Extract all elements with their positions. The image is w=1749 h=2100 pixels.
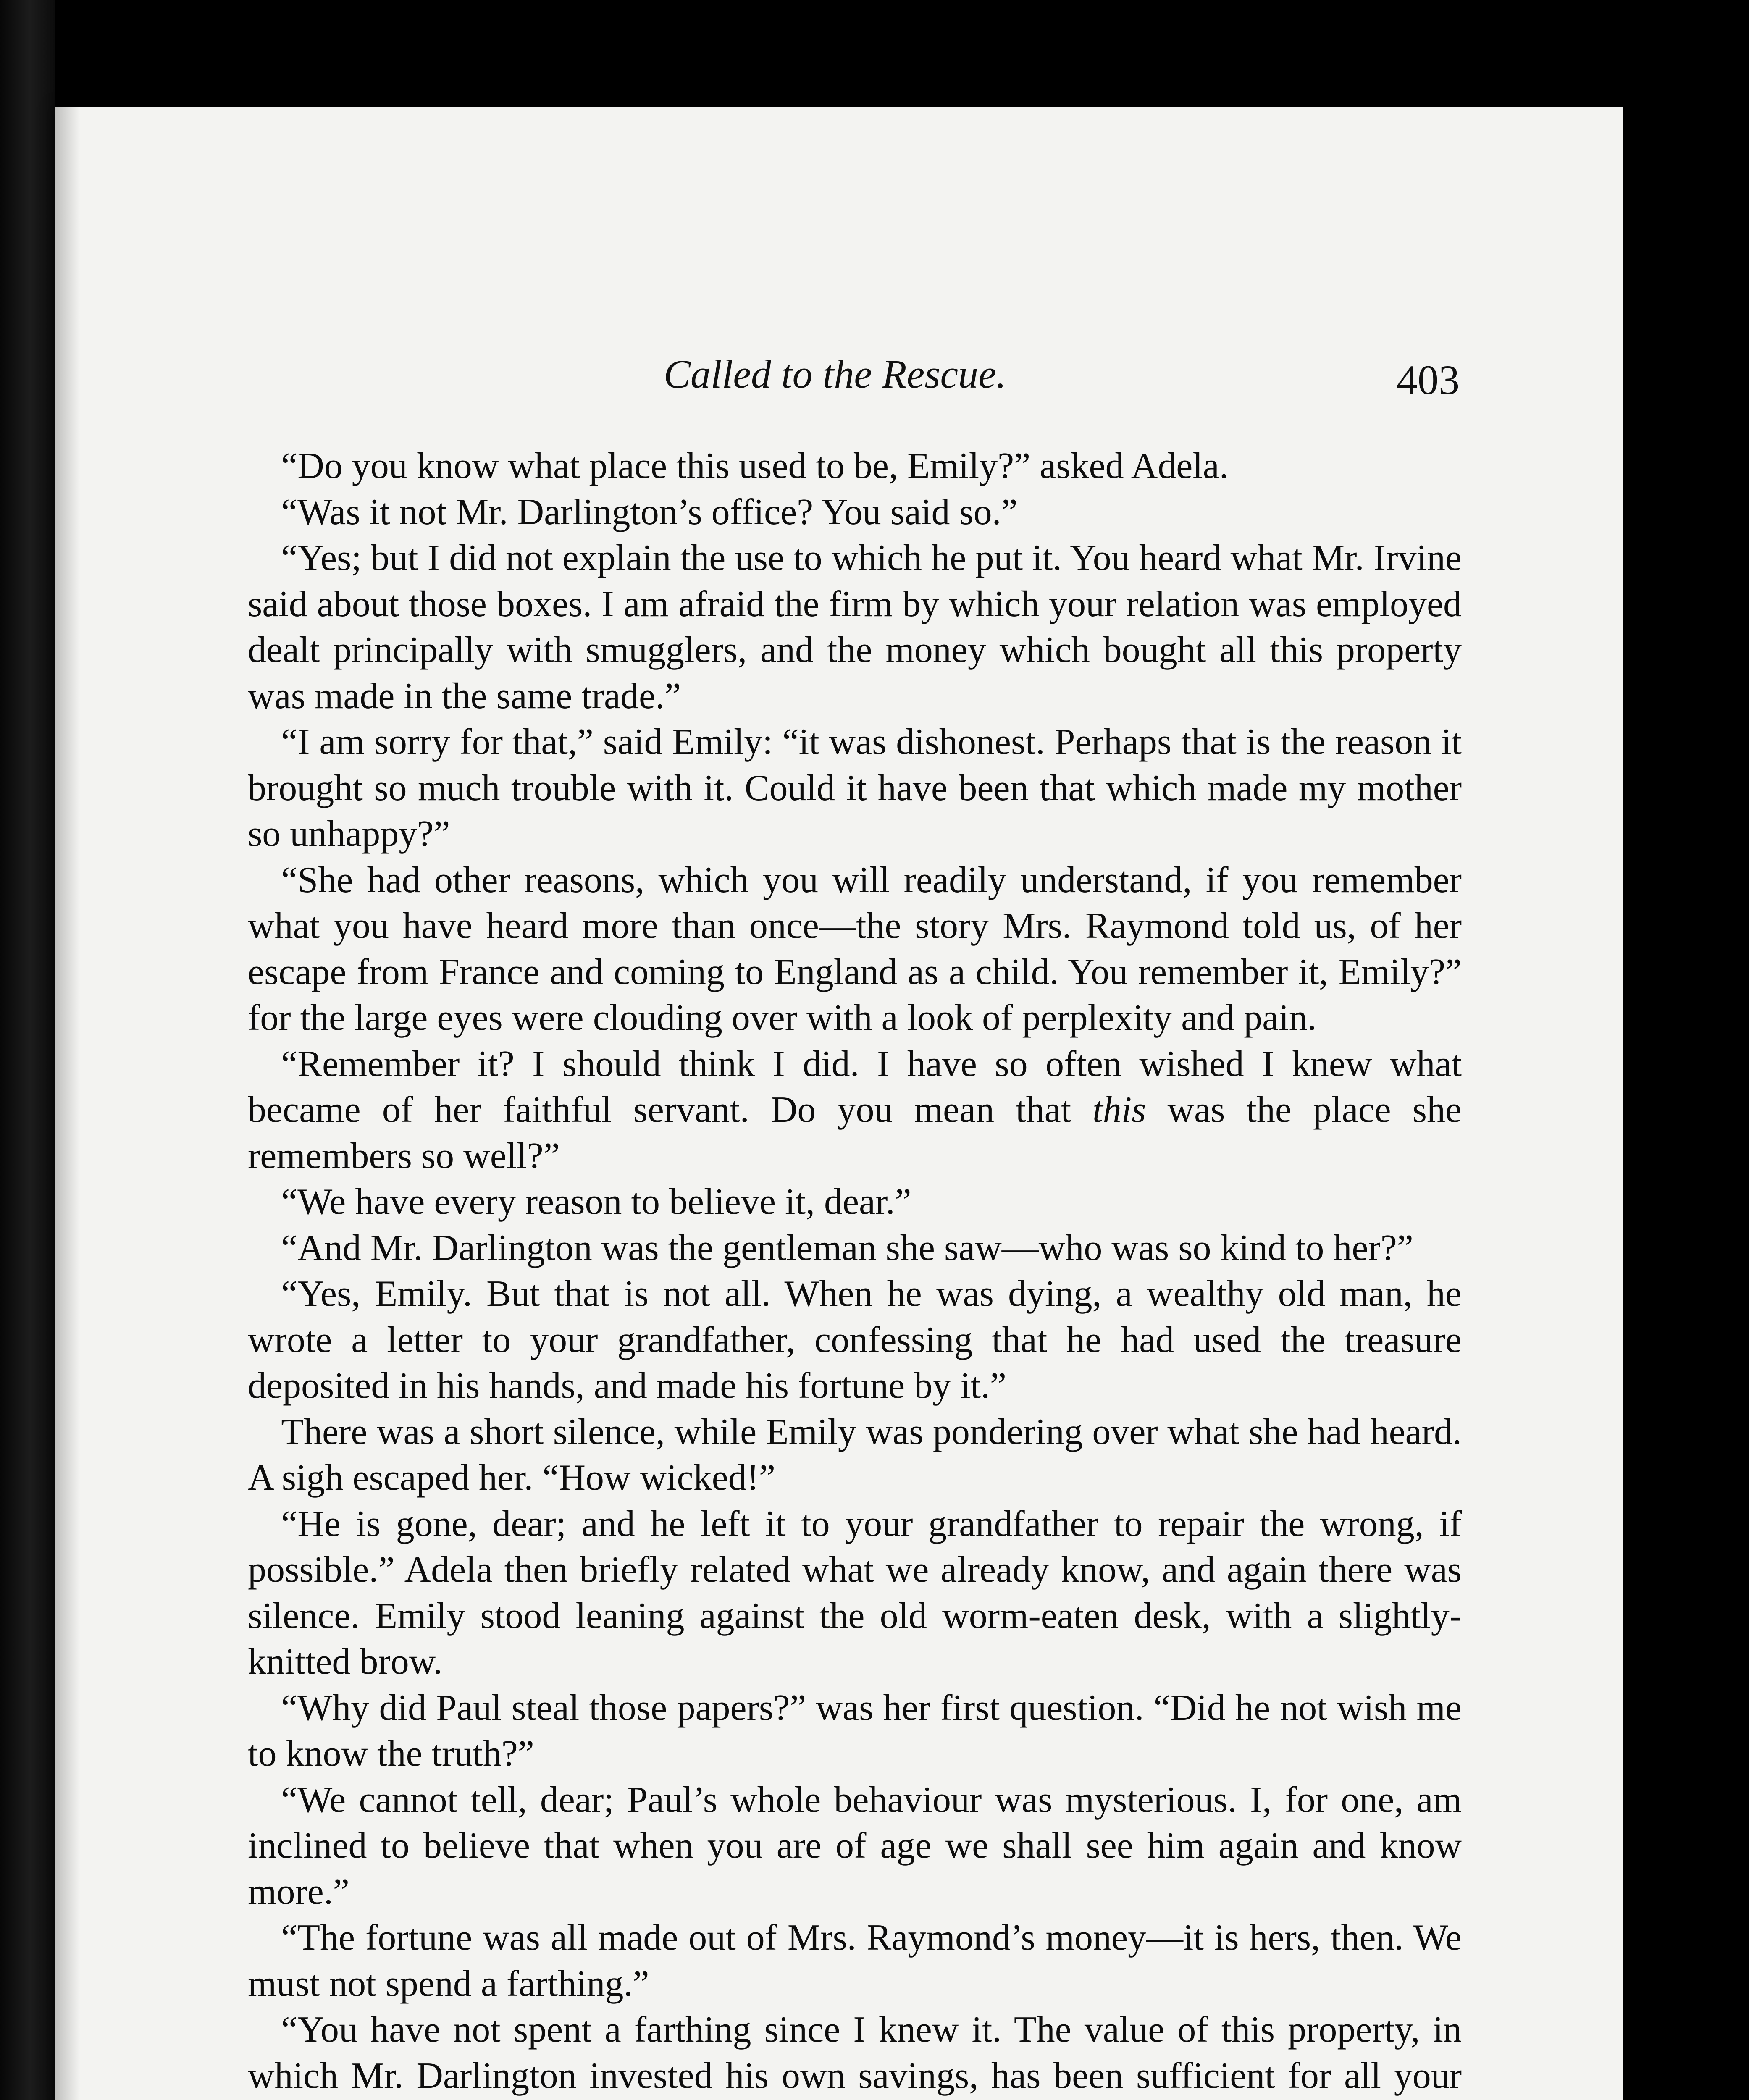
paragraph: “Do you know what place this used to be, Emily?” asked Adela. [281, 446, 1229, 486]
paragraph: There was a short silence, while Emily was pondering over what she had heard. A sigh escaped her. “How wicked!” [248, 1411, 1462, 1498]
paragraph: “We cannot tell, dear; Paul’s whole behaviour was mysterious. I, for one, am inclined to believe that when you are of age we shall see him again and know more.” [248, 1779, 1462, 1912]
paragraph: “We have every reason to believe it, dear.” [281, 1181, 911, 1222]
paragraph: “Remember it? I should think I did. I have so often wished I knew what became of her faithful servant. Do you mean that this was the place she remembers so well?” [248, 1043, 1462, 1176]
paragraph: “The fortune was all made out of Mrs. Raymond’s money—it is hers, then. We must not spend a farthing.” [248, 1917, 1462, 2004]
paragraph: “Was it not Mr. Darlington’s office? You said so.” [281, 491, 1018, 533]
paragraph: “You have not spent a farthing since I knew it. The value of this property, in which Mr. Darlington invested his own savings, has been sufficient for all your [248, 2009, 1462, 2096]
paragraph: “Why did Paul steal those papers?” was her first question. “Did he not wish me to know the truth?” [248, 1687, 1462, 1774]
paragraph: “And Mr. Darlington was the gentleman she saw—who was so kind to her?” [281, 1227, 1413, 1268]
paragraph: “She had other reasons, which you will readily understand, if you remember what you have heard more than once—the story Mrs. Raymond told us, of her escape from France and coming to England as a child. You remember it, Emily?” for the large eyes were clouding over with a look of perplexity and pain. [248, 859, 1462, 1038]
emphasis-text: this [1092, 1089, 1146, 1130]
paragraph: “He is gone, dear; and he left it to your grandfather to repair the wrong, if possible.” Adela then briefly related what we already know, and again there was silence. Emily stood leaning against the old worm-eaten desk, with a slightly-knitted brow. [248, 1503, 1462, 1682]
paragraph: “Yes; but I did not explain the use to which he put it. You heard what Mr. Irvine said about those boxes. I am afraid the firm by which your relation was employed dealt principally with smugglers, and the money which bought all this property was made in the same trade.” [248, 538, 1462, 717]
page-header [613, 351, 1623, 410]
paragraph: “I am sorry for that,” said Emily: “it was dishonest. Perhaps that is the reason it brought so much trouble with it. Could it have been that which made my mother so unhappy?” [248, 722, 1462, 854]
page-number: 403 [1397, 357, 1460, 403]
running-title: Called to the Rescue. [664, 352, 1006, 396]
paragraph: “Yes, Emily. But that is not all. When he was dying, a wealthy old man, he wrote a letter to your grandfather, confessing that he had used the treasure deposited in his hands, and made his fortune by it.” [248, 1273, 1462, 1406]
body-text [248, 443, 1462, 2100]
book-page [55, 107, 1623, 2100]
adjacent-page-edge [0, 0, 55, 2100]
